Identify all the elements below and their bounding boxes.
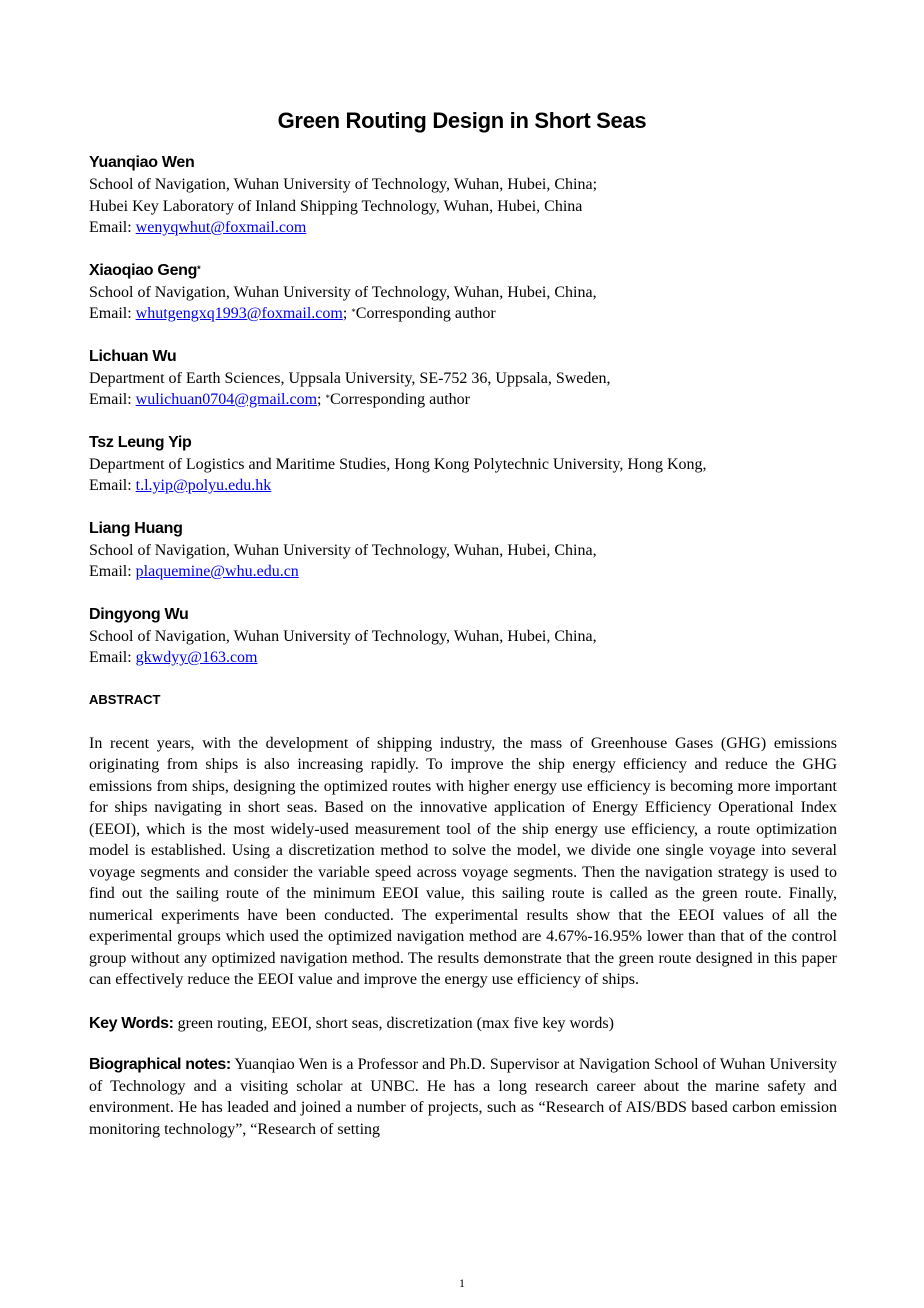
author-block — [89, 432, 837, 497]
author-block — [89, 604, 837, 669]
author-affiliation: Department of Earth Sciences, Uppsala University, SE-752 36, Uppsala, Sweden, — [89, 369, 611, 387]
corresponding-marker: * — [325, 393, 330, 403]
keywords-label: Key Words: — [89, 1014, 174, 1032]
corresponding-note: Corresponding author — [329, 391, 470, 408]
abstract-text: In recent years, with the development of shipping industry, the mass of Greenhouse Gases (GHG) emissions originating from ships is also increasing rapidly. To improve the ship energy efficiency and reduce the GHG emissions from ships, designing the optimized routes with higher energy use efficiency is becoming more important for ships navigating in short seas. Based on the innovative application of Energy Efficiency Operational Index (EEOI), which is the most widely-used measurement tool of the ship energy use efficiency, a route optimization model is established. Using a discretization method to solve the model, we divide one single voyage into several voyage segments and consider the variable speed across voyage segments. Then the navigation strategy is used to find out the sailing route of the minimum EEOI value, this sailing route is called as the green route. Finally, numerical experiments have been conducted. The experimental results show that the EEOI values of all the experimental groups which used the optimized navigation method are 4.67%-16.95% lower than that of the control group without any optimized navigation method. The results demonstrate that the green route designed in this paper can effectively reduce the EEOI value and improve the energy use efficiency of ships. — [89, 734, 837, 988]
email-label: Email: — [89, 563, 136, 580]
author-affiliation: School of Navigation, Wuhan University of Technology, Wuhan, Hubei, China, — [89, 283, 597, 301]
author-gap — [89, 497, 837, 518]
author-affiliation: Department of Logistics and Maritime Studies, Hong Kong Polytechnic University, Hong Kong, — [89, 455, 707, 473]
email-link[interactable]: t.l.yip@polyu.edu.hk — [135, 477, 272, 494]
email-label: Email: — [89, 305, 136, 322]
corresponding-marker: * — [351, 307, 356, 317]
bio-label: Biographical notes: — [89, 1056, 231, 1073]
author-gap — [89, 325, 837, 346]
author-list — [89, 152, 837, 669]
author-gap — [89, 583, 837, 604]
author-name-text: Liang Huang — [89, 519, 183, 537]
biographical-notes — [89, 1054, 837, 1140]
keywords — [89, 1013, 837, 1035]
author-name-text: Lichuan Wu — [89, 347, 177, 365]
author-name — [89, 604, 837, 626]
author-name-text: Dingyong Wu — [89, 605, 189, 623]
author-block — [89, 518, 837, 583]
author-name-text: Tsz Leung Yip — [89, 433, 192, 451]
email-label: Email: — [89, 477, 136, 494]
author-gap — [89, 239, 837, 260]
email-label: Email: — [89, 649, 136, 666]
author-affiliation: School of Navigation, Wuhan University of Technology, Wuhan, Hubei, China; — [89, 176, 598, 193]
corresponding-marker: * — [197, 263, 201, 274]
author-affiliation: School of Navigation, Wuhan University of Technology, Wuhan, Hubei, China, — [89, 627, 597, 645]
page-number: 1 — [459, 1276, 465, 1290]
abstract-heading: ABSTRACT — [89, 691, 161, 707]
email-link[interactable]: plaquemine@whu.edu.cn — [135, 563, 299, 580]
paper-title: Green Routing Design in Short Seas — [277, 108, 647, 133]
author-name — [89, 260, 837, 282]
author-name — [89, 432, 837, 454]
email-link[interactable]: wulichuan0704@gmail.com — [135, 391, 318, 408]
author-email-line — [89, 217, 837, 239]
email-label: Email: — [89, 219, 136, 236]
email-label: Email: — [89, 391, 136, 408]
author-block — [89, 346, 837, 411]
author-email-line — [89, 561, 837, 583]
email-separator: ; — [342, 305, 352, 322]
email-separator: ; — [317, 391, 326, 408]
author-name — [89, 152, 837, 174]
email-link[interactable]: whutgengxq1993@foxmail.com — [135, 305, 343, 322]
author-affiliation: School of Navigation, Wuhan University of Technology, Wuhan, Hubei, China, — [89, 541, 597, 559]
keywords-text: green routing, EEOI, short seas, discretization (max five key words) — [173, 1014, 614, 1032]
author-email-line — [89, 647, 837, 669]
author-email-line — [89, 303, 837, 325]
author-block — [89, 260, 837, 325]
bio-text: Yuanqiao Wen is a Professor and Ph.D. Supervisor at Navigation School of Wuhan University of Technology and a visiting scholar at UNBC. He has a long research career about the marine safety and environment. He has leaded and joined a number of projects, such as “Research of AIS/BDS based carbon emission monitoring technology”, “Research of setting — [89, 1056, 837, 1138]
author-block — [89, 152, 837, 239]
email-link[interactable]: wenyqwhut@foxmail.com — [135, 219, 307, 236]
author-name — [89, 346, 837, 368]
email-link[interactable]: gkwdyy@163.com — [135, 649, 258, 666]
corresponding-note: Corresponding author — [355, 305, 496, 322]
author-gap — [89, 411, 837, 432]
author-name-text: Xiaoqiao Geng — [89, 261, 198, 279]
author-name-text: Yuanqiao Wen — [89, 154, 195, 171]
author-affiliation: Hubei Key Laboratory of Inland Shipping Technology, Wuhan, Hubei, China — [89, 197, 583, 215]
author-name — [89, 518, 837, 540]
author-email-line — [89, 389, 837, 411]
author-email-line — [89, 475, 837, 497]
paper-body — [89, 152, 837, 1140]
